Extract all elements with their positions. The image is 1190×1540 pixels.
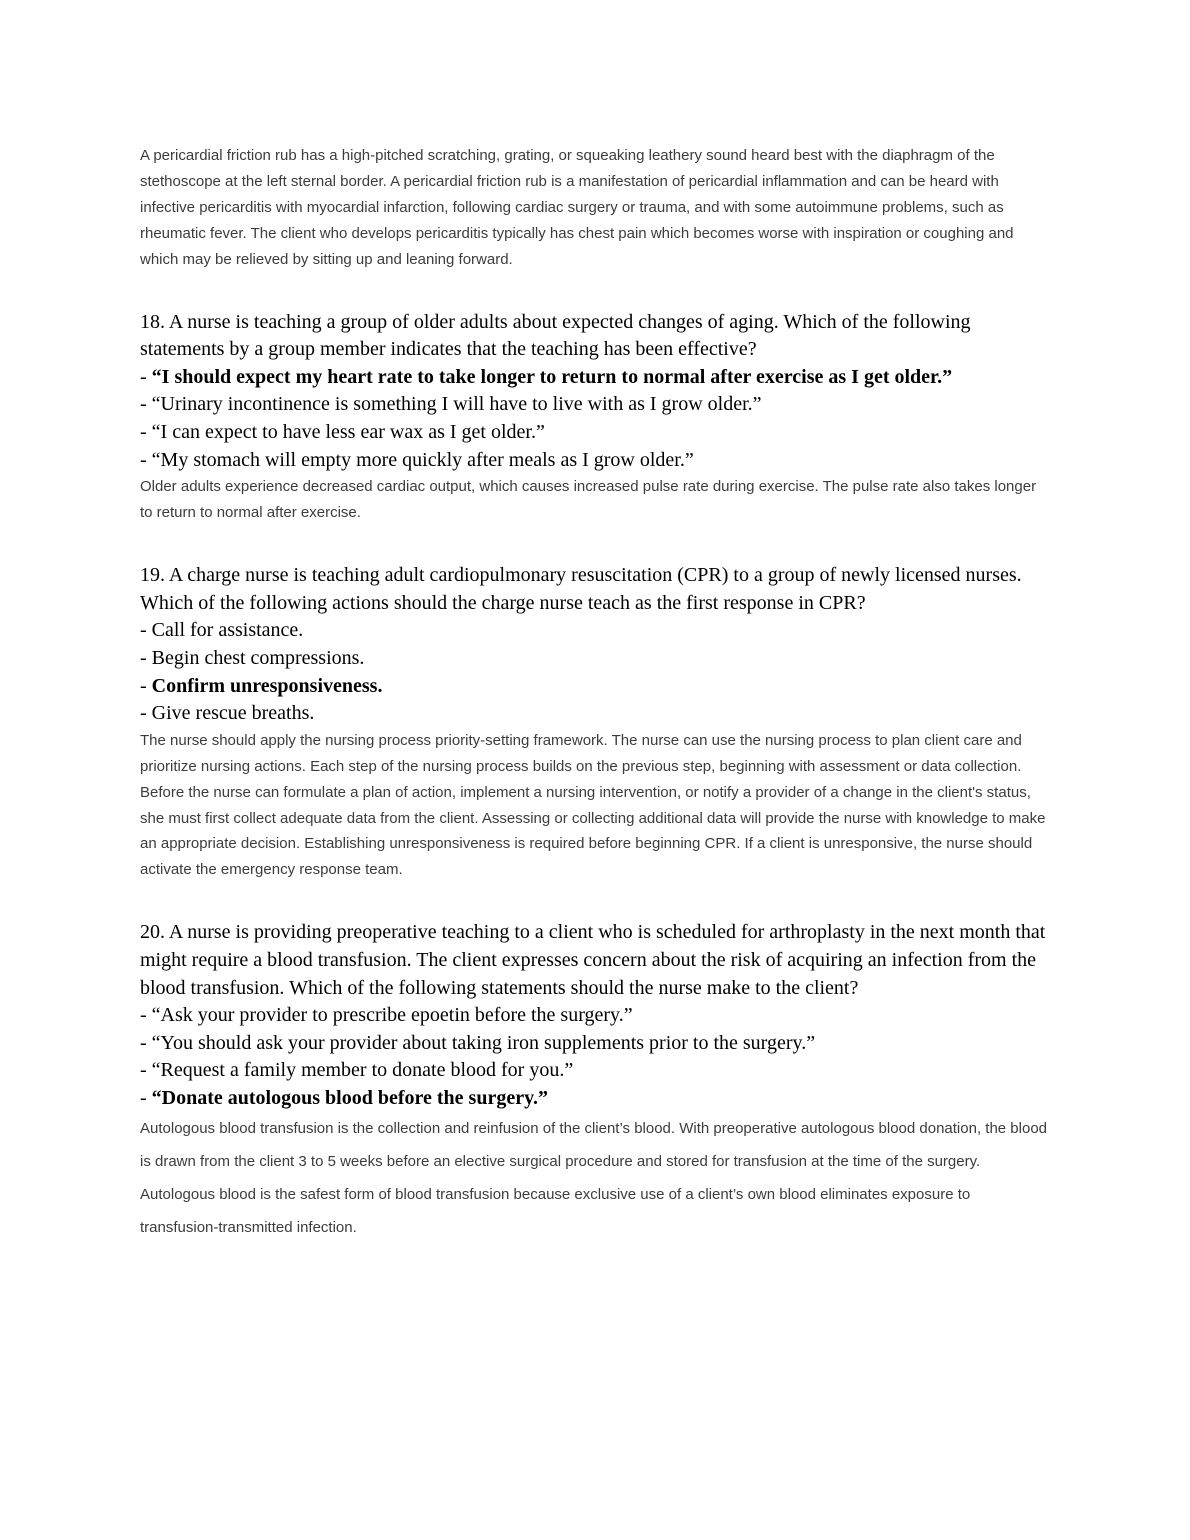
question-block-20 [140, 919, 1048, 1244]
answer-option [140, 1085, 1048, 1113]
option-text: “I should expect my heart rate to take longer to return to normal after exercise as I get older.” [151, 365, 953, 388]
option-dash: - [140, 1086, 152, 1109]
answer-option [140, 645, 1048, 673]
question-stem: 18. A nurse is teaching a group of older adults about expected changes of aging. Which of the following statements by a group member indicates that the teaching has been effective? [140, 310, 971, 361]
option-dash: - [140, 1031, 152, 1054]
rationale-paragraph: Older adults experience decreased cardiac output, which causes increased pulse rate during exercise. The pulse rate also takes longer to return to normal after exercise. [140, 478, 1037, 522]
option-text: “Donate autologous blood before the surgery.” [151, 1086, 548, 1109]
answer-option [140, 673, 1048, 701]
option-text: “I can expect to have less ear wax as I get older.” [151, 421, 545, 444]
rationale-paragraph: Autologous blood transfusion is the collection and reinfusion of the client’s blood. With preoperative autologous blood donation, the blood is drawn from the client 3 to 5 weeks before an elective surgical procedure and stored for transfusion at the time of the surgery. Autologous blood is the safest form of blood transfusion because exclusive use of a client’s own blood eliminates exposure to transfusion-transmitted infection. [140, 1120, 1048, 1237]
answer-option [140, 700, 1048, 728]
option-text: Give rescue breaths. [151, 702, 315, 725]
option-text: “Request a family member to donate blood for you.” [151, 1059, 574, 1082]
question-stem: 19. A charge nurse is teaching adult cardiopulmonary resuscitation (CPR) to a group of newly licensed nurses. Which of the following actions should the charge nurse teach as the first response in CPR? [140, 564, 1022, 614]
option-dash: - [140, 448, 152, 471]
question-block-18 [140, 309, 1048, 526]
option-text: “My stomach will empty more quickly after meals as I grow older.” [151, 448, 694, 471]
answer-option [140, 1002, 1048, 1030]
answer-option [140, 447, 1048, 475]
answer-option [140, 617, 1048, 645]
option-text: “You should ask your provider about taking iron supplements prior to the surgery.” [151, 1031, 816, 1054]
option-text: Begin chest compressions. [151, 646, 365, 669]
option-dash: - [140, 365, 152, 388]
option-dash: - [140, 619, 152, 642]
option-text: Confirm unresponsiveness. [151, 674, 383, 697]
option-dash: - [140, 1004, 152, 1027]
answer-option [140, 391, 1048, 419]
rationale-paragraph: The nurse should apply the nursing process priority-setting framework. The nurse can use the nursing process to plan client care and prioritize nursing actions. Each step of the nursing process builds on the previous step, beginning with assessment or data collection. Before the nurse can formulate a plan of action, implement a nursing intervention, or notify a provider of a change in the client's status, she must first collect adequate data from the client. Assessing or collecting additional data will provide the nurse with knowledge to make an appropriate decision. Establishing unresponsiveness is required before beginning CPR. If a client is unresponsive, the nurse should activate the emergency response team. [140, 731, 1046, 879]
option-text: “Ask your provider to prescribe epoetin before the surgery.” [151, 1004, 633, 1027]
option-text: “Urinary incontinence is something I will have to live with as I grow older.” [151, 393, 762, 416]
option-dash: - [140, 702, 152, 725]
option-dash: - [140, 393, 152, 416]
question-stem: 20. A nurse is providing preoperative teaching to a client who is scheduled for arthroplasty in the next month that might require a blood transfusion. The client expresses concern about the risk of acquiring an infection from the blood transfusion. Which of the following statements should the nurse make to the client? [140, 921, 1046, 999]
answer-option [140, 364, 1048, 392]
option-dash: - [140, 421, 152, 444]
intro-rationale-paragraph: A pericardial friction rub has a high-pitched scratching, grating, or squeaking leathery sound heard best with the diaphragm of the stethoscope at the left sternal border. A pericardial friction rub is a manifestation of pericardial inflammation and can be heard with infective pericarditis with myocardial infarction, following cardiac surgery or trauma, and with some autoimmune problems, such as rheumatic fever. The client who develops pericarditis typically has chest pain which becomes worse with inspiration or coughing and which may be relieved by sitting up and leaning forward. [140, 147, 1014, 268]
question-block-19 [140, 562, 1048, 883]
option-dash: - [140, 1059, 152, 1082]
option-dash: - [140, 646, 152, 669]
answer-option [140, 419, 1048, 447]
option-dash: - [140, 674, 152, 697]
answer-option [140, 1030, 1048, 1058]
answer-option [140, 1057, 1048, 1085]
option-text: Call for assistance. [151, 619, 304, 642]
